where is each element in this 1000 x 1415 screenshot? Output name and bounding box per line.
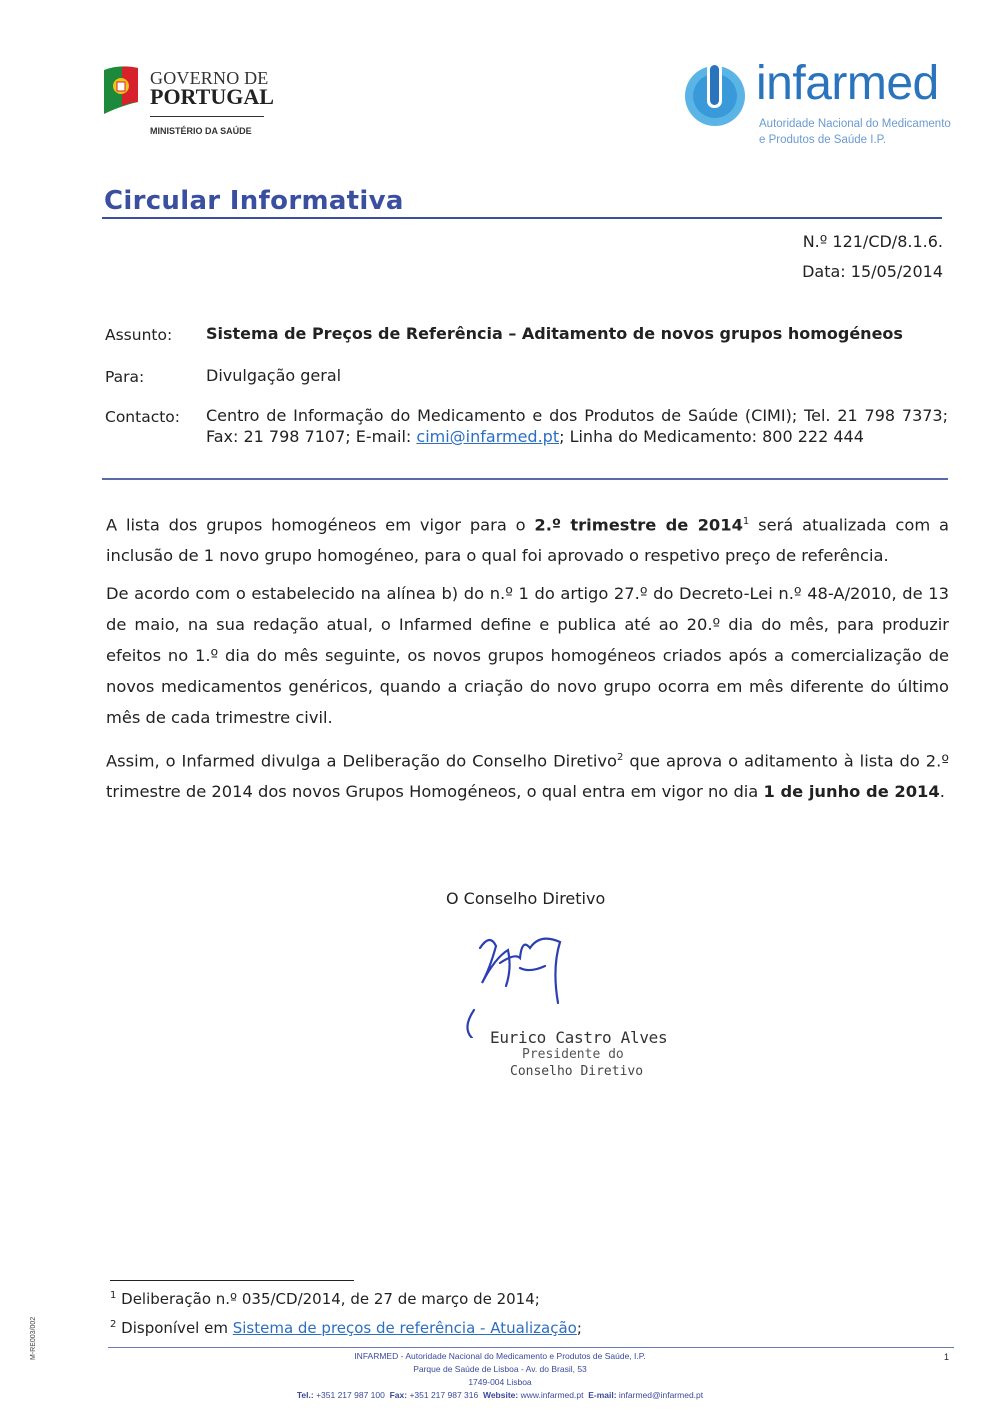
- p3-text-2: que aprova o aditamento à lista do 2.º trimestre de 2014 dos novos Grupos Homogéneos, o qual entra em vigor no dia: [106, 751, 949, 802]
- footnote-1-text: Deliberação n.º 035/CD/2014, de 27 de março de 2014;: [121, 1290, 540, 1308]
- document-title: Circular Informativa: [104, 186, 404, 216]
- subject-value: Sistema de Preços de Referência – Aditamento de novos grupos homogéneos: [206, 324, 903, 343]
- footnote-2-end: ;: [576, 1319, 582, 1337]
- contact-email-link[interactable]: cimi@infarmed.pt: [416, 427, 560, 446]
- infarmed-subtitle-1: Autoridade Nacional do Medicamento: [759, 118, 951, 130]
- email-link[interactable]: infarmed@infarmed.pt: [618, 1390, 704, 1400]
- p1-text-2: será atualizada com a inclusão de 1 novo grupo homogéneo, para o qual foi aprovado o respetivo preço de referência.: [106, 515, 949, 566]
- reference-prices-link[interactable]: Sistema de preços de referência - Atualização: [232, 1319, 577, 1337]
- form-code: M-RE003/002: [30, 1316, 37, 1360]
- infarmed-drop-icon: [683, 60, 751, 128]
- to-value: Divulgação geral: [206, 366, 342, 385]
- p1-bold: 2.º trimestre de 2014: [534, 515, 743, 535]
- footnote-2-number: 2: [110, 1319, 117, 1330]
- infarmed-subtitle-2: e Produtos de Saúde I.P.: [759, 134, 887, 146]
- portugal-flag-icon: [100, 62, 142, 118]
- p3-end: .: [939, 782, 945, 802]
- infarmed-logo: [683, 57, 951, 155]
- footer-rule: [108, 1347, 954, 1348]
- title-rule: [102, 217, 942, 219]
- p1-text: A lista dos grupos homogéneos em vigor para o: [106, 515, 535, 535]
- circular-date: Data: 15/05/2014: [802, 262, 943, 281]
- footer-contacts: [0, 1390, 1000, 1400]
- footnote-1-number: 1: [110, 1290, 117, 1301]
- gov-divider: [150, 116, 264, 117]
- gov-line1: GOVERNO DE: [150, 68, 269, 88]
- subject-label: Assunto:: [105, 326, 173, 344]
- paragraph-3: [106, 742, 949, 807]
- contact-text: Centro de Informação do Medicamento e dos Produtos de Saúde (CIMI); Tel. 21 798 7373; Fax: 21 798 7107; E-mail:: [206, 406, 948, 446]
- footer-line-1: INFARMED - Autoridade Nacional do Medicamento e Produtos de Saúde, I.P.: [354, 1351, 646, 1361]
- governo-portugal-logo: [100, 60, 274, 145]
- handwritten-signature: [460, 928, 580, 1038]
- paragraph-1: [106, 506, 949, 571]
- signer-name: Eurico Castro Alves: [490, 1028, 668, 1047]
- page-number: 1: [944, 1352, 950, 1362]
- footer-line-2: Parque de Saúde de Lisboa - Av. do Brasil, 53: [413, 1364, 587, 1374]
- p3-bold: 1 de junho de 2014: [763, 782, 940, 802]
- tel-value: +351 217 987 100: [316, 1390, 385, 1400]
- footnote-2-text: Disponível em: [121, 1319, 233, 1337]
- footer-line-3: 1749-004 Lisboa: [468, 1377, 532, 1387]
- ministry-name: MINISTÉRIO DA SAÚDE: [150, 126, 252, 136]
- footnote-ref-2: 2: [617, 752, 624, 763]
- circular-number: N.º 121/CD/8.1.6.: [802, 232, 943, 251]
- email-label: E-mail:: [588, 1390, 617, 1400]
- paragraph-2: De acordo com o estabelecido na alínea b) do n.º 1 do artigo 27.º do Decreto-Lei n.º 48-A/2010, de 13 de maio, na sua redação atual, o Infarmed define e publica até ao 20.º dia do mês, para produzir efeitos no 1.º dia do mês seguinte, os novos grupos homogéneos criados após a comercialização de novos medicamentos genéricos, quando a criação do novo grupo ocorra em mês diferente do último mês de cada trimestre civil.: [106, 584, 949, 727]
- footnote-rule: [110, 1280, 354, 1281]
- signer-role-line1: Presidente do: [522, 1047, 624, 1062]
- footnote-2: [110, 1319, 582, 1337]
- website-link[interactable]: www.infarmed.pt: [520, 1390, 584, 1400]
- contact-text-2: ; Linha do Medicamento: 800 222 444: [559, 427, 864, 446]
- header-rule: [102, 478, 948, 480]
- signer-role-line2: Conselho Diretivo: [510, 1064, 644, 1079]
- website-label: Website:: [482, 1390, 519, 1400]
- footnote-1: [110, 1290, 540, 1308]
- contact-label: Contacto:: [105, 408, 181, 426]
- council-label: O Conselho Diretivo: [446, 889, 606, 908]
- tel-label: Tel.:: [296, 1390, 314, 1400]
- p3-text: Assim, o Infarmed divulga a Deliberação do Conselho Diretivo: [106, 751, 618, 771]
- fax-value: +351 217 987 316: [409, 1390, 479, 1400]
- gov-line2: PORTUGAL: [150, 84, 274, 109]
- fax-label: Fax:: [389, 1390, 408, 1400]
- footnote-ref-1: 1: [742, 516, 750, 527]
- to-label: Para:: [105, 368, 145, 386]
- contact-value: [206, 405, 948, 447]
- infarmed-wordmark: infarmed: [756, 57, 939, 110]
